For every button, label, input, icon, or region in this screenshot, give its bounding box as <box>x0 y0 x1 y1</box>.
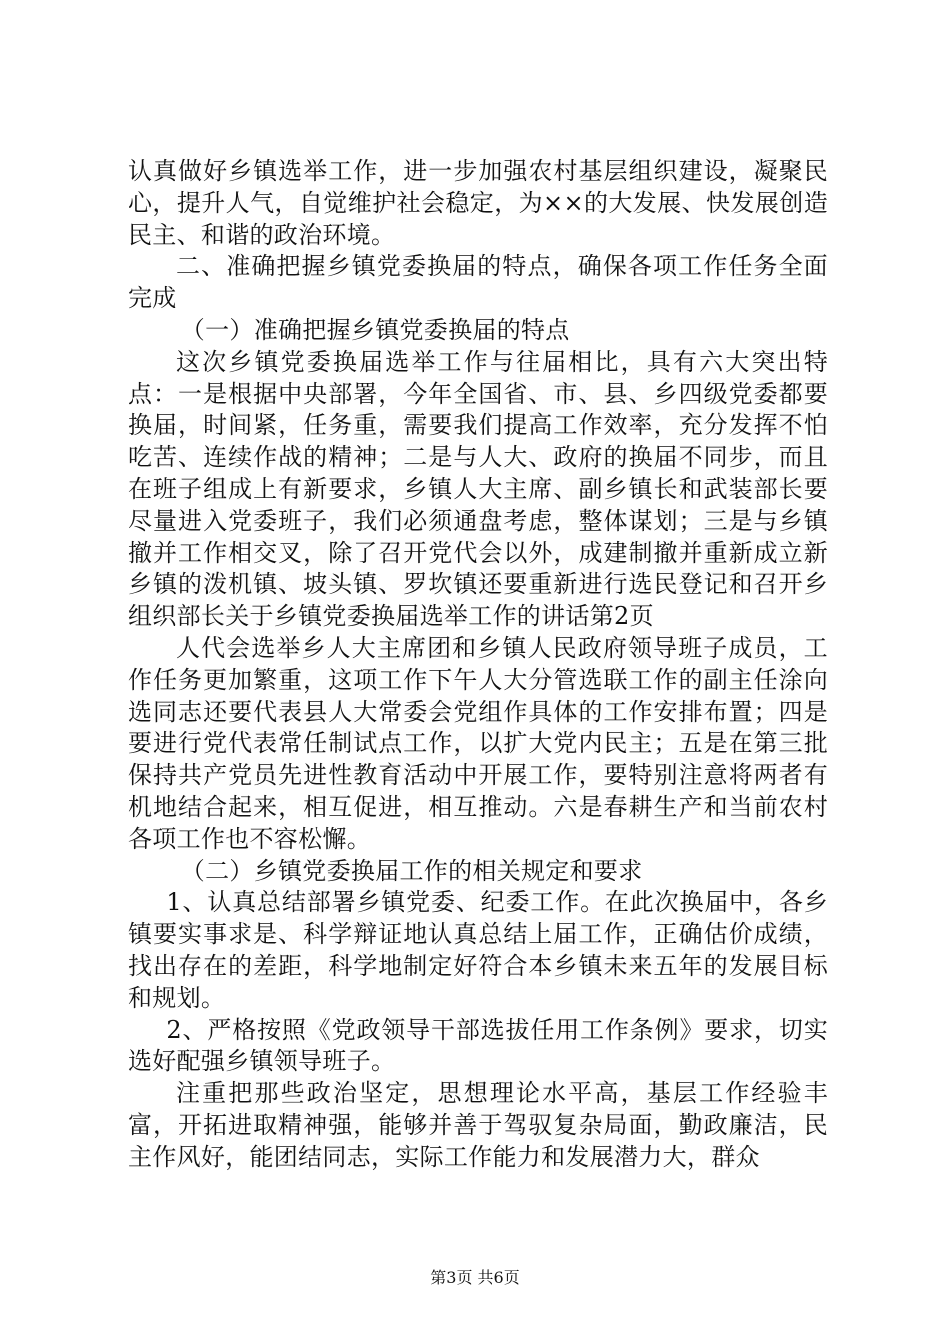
paragraph-1: 认真做好乡镇选举工作，进一步加强农村基层组织建设，凝聚民心，提升人气，自觉维护社会稳定，为××的大发展、快发展创造民主、和谐的政治环境。 <box>128 157 828 249</box>
document-body <box>128 156 828 1174</box>
page-indicator: 第3页 共6页 <box>430 1268 520 1287</box>
paragraph-item-1: 1、认真总结部署乡镇党委、纪委工作。在此次换届中，各乡镇要实事求是、科学辩证地认真总结上届工作，正确估价成绩，找出存在的差距，科学地制定好符合本乡镇未来五年的发展目标和规划。 <box>128 888 828 1012</box>
subsection-heading-1: （一）准确把握乡镇党委换届的特点 <box>180 315 570 344</box>
page-footer <box>0 1268 950 1288</box>
section-heading-2: 二、准确把握乡镇党委换届的特点，确保各项工作任务全面完成 <box>128 252 828 313</box>
paragraph-selection: 注重把那些政治坚定，思想理论水平高，基层工作经验丰富，开拓进取精神强，能够并善于驾驭复杂局面，勤政廉洁，民主作风好，能团结同志，实际工作能力和发展潜力大，群众 <box>128 1079 828 1171</box>
paragraph-congress: 人代会选举乡人大主席团和乡镇人民政府领导班子成员，工作任务更加繁重，这项工作下午人大分管选联工作的副主任涂向选同志还要代表县人大常委会党组作具体的工作安排布置；四是要进行党代表常任制试点工作，以扩大党内民主；五是在第三批保持共产党员先进性教育活动中开展工作，要特别注意将两者有机地结合起来，相互促进，相互推动。六是春耕生产和当前农村各项工作也不容松懈。 <box>128 633 828 853</box>
paragraph-characteristics: 这次乡镇党委换届选举工作与往届相比，具有六大突出特点：一是根据中央部署，今年全国省、市、县、乡四级党委都要换届，时间紧，任务重，需要我们提高工作效率，充分发挥不怕吃苦、连续作战的精神；二是与人大、政府的换届不同步，而且在班子组成上有新要求，乡镇人大主席、副乡镇长和武装部长要尽量进入党委班子，我们必须通盘考虑，整体谋划；三是与乡镇撤并工作相交叉，除了召开党代会以外，成建制撤并重新成立新乡镇的泼机镇、坡头镇、罗坎镇还要重新进行选民登记和召开乡组织部长关于乡镇党委换届选举工作的讲话第2页 <box>128 347 828 631</box>
subsection-heading-2: （二）乡镇党委换届工作的相关规定和要求 <box>180 856 643 885</box>
paragraph-item-2: 2、严格按照《党政领导干部选拔任用工作条例》要求，切实选好配强乡镇领导班子。 <box>128 1015 828 1076</box>
